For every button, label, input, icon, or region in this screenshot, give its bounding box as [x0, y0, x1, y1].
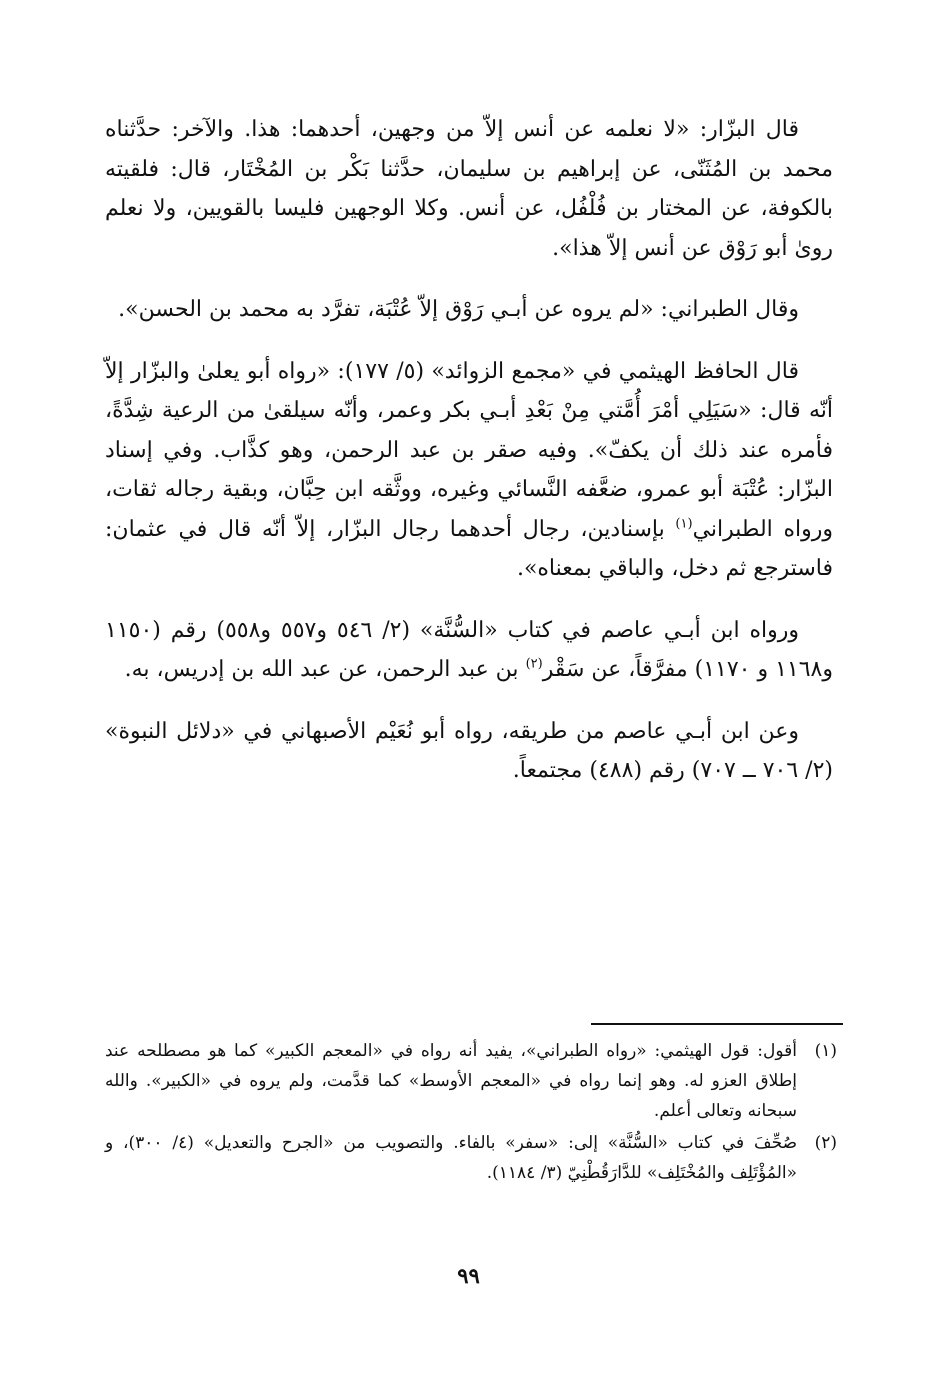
paragraph-text: بإسنادين، رجال أحدهما رجال البزّار، إلاّ أنّه قال في عثمان: فاسترجع ثم دخل، والباقي بمعناه».	[105, 516, 833, 581]
footnote-text: صُحِّفَ في كتاب «السُّنَّة» إلى: «سفر» بالفاء. والتصويب من «الجرح والتعديل» (٤/ ٣٠٠)، و «المُؤْتَلِف والمُخْتَلِف» للدَّارَقُطْنِيّ (٣/ ١١٨٤).	[105, 1133, 798, 1183]
footnote-ref-2[interactable]: (٢)	[525, 656, 543, 672]
paragraph-text: وقال الطبراني: «لم يروه عن أبـي رَوْق إلاّ عُتْبَة، تفرَّد به محمد بن الحسن».	[118, 297, 799, 322]
paragraph-text: ورواه ابن أبـي عاصم في كتاب «السُّنَّة» (٢/ ٥٤٦ و٥٥٧ و٥٥٨) رقم (١١٥٠ و١١٦٨ و ١١٧٠) مفرَّقاً، عن سَقْر	[105, 617, 833, 682]
paragraph-bazzar-quote	[105, 110, 833, 268]
footnote-number: (٢)	[814, 1133, 838, 1153]
footnote-2	[105, 1128, 837, 1188]
paragraph-abu-nuaym	[105, 712, 833, 791]
page-number: ٩٩	[457, 1263, 480, 1288]
paragraph-text: بن عبد الرحمن، عن عبد الله بن إدريس، به.	[124, 657, 519, 682]
footnote-number: (١)	[814, 1041, 837, 1061]
paragraph-ibn-abi-asim	[105, 611, 833, 690]
footnotes	[105, 1036, 837, 1190]
footnote-1	[105, 1036, 837, 1126]
footnote-divider	[591, 1023, 843, 1025]
main-text	[105, 110, 833, 813]
footnote-ref-1[interactable]: (١)	[675, 516, 693, 532]
paragraph-text: وعن ابن أبـي عاصم من طريقه، رواه أبو نُعَيْم الأصبهاني في «دلائل النبوة» (٢/ ٧٠٦ ــ ٧٠٧) رقم (٤٨٨) مجتمعاً.	[105, 718, 833, 783]
paragraph-text: قال الحافظ الهيثمي في «مجمع الزوائد» (٥/ ١٧٧): «رواه أبو يعلىٰ والبزّار إلاّ أنّه قال: «سَيَلِي أمْرَ أُمَّتي مِنْ بَعْدِ أبـي بكر وعمر، وأنّه سيلقىٰ من الرعية شِدَّةً، فأمره عند ذلك أن يكفّ». وفيه صقر بن عبد الرحمن، وهو كذَّاب. وفي إسناد البزّار: عُتْبَة أبو عمرو، ضعَّفه النَّسائي وغيره، ووثَّقه ابن حِبَّان، وبقية رجاله ثقات، ورواه الطبراني	[105, 358, 833, 542]
paragraph-haythami-quote	[105, 352, 833, 589]
paragraph-text: قال البزّار: «لا نعلمه عن أنس إلاّ من وجهين، أحدهما: هذا. والآخر: حدَّثناه محمد بن المُثَنّى، عن إبراهيم بن سليمان، حدَّثنا بَكْر بن المُخْتَار، قال: فلقيته بالكوفة، عن المختار بن فُلْفُل، عن أنس. وكلا الوجهين فليسا بالقويين، ولا نعلم روىٰ أبو رَوْق عن أنس إلاّ هذا».	[105, 117, 833, 261]
paragraph-tabarani-quote	[105, 290, 833, 330]
footnote-text: أقول: قول الهيثمي: «رواه الطبراني»، يفيد أنه رواه في «المعجم الكبير» كما هو مصطلحه عند إطلاق العزو له. وهو إنما رواه في «المعجم الأوسط» كما قدَّمت، ولم يروه في «الكبير». والله سبحانه وتعالى أعلم.	[105, 1041, 797, 1121]
